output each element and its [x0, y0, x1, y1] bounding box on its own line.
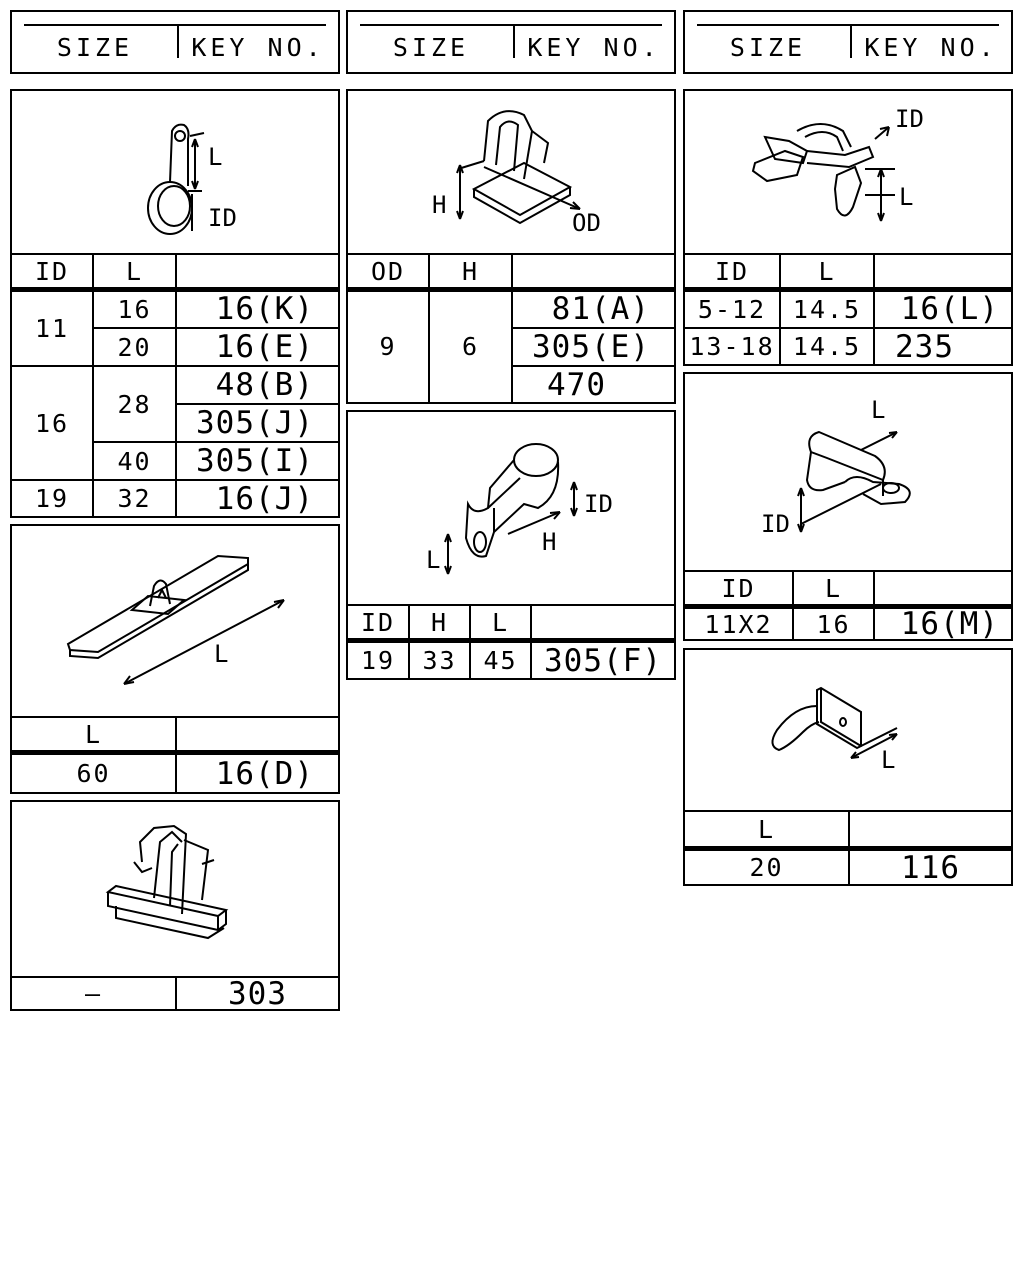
table-cell: 16 — [117, 294, 152, 324]
table-cell: 6 — [461, 332, 480, 361]
clip-b-figure — [12, 526, 338, 718]
key-no-cell: 81(A) — [551, 291, 650, 327]
clip-f-figure — [685, 91, 1011, 255]
clip-f-panel — [683, 89, 1013, 366]
table-cell: 11X2 — [704, 609, 773, 639]
key-no-cell: 16(K) — [215, 291, 314, 327]
table-cell: 45 — [483, 646, 518, 675]
col-l-header: L — [125, 256, 144, 286]
header-col-3 — [683, 10, 1013, 74]
dim-id-label: ID — [584, 490, 613, 518]
table-cell: 40 — [117, 446, 152, 476]
col-od-header: OD — [370, 256, 406, 286]
size-header: SIZE — [56, 32, 134, 62]
key-no-cell: 305(I) — [196, 443, 314, 479]
strap-clip-drawing — [12, 526, 338, 716]
dim-od-label: OD — [572, 209, 601, 237]
col-h-header: H — [461, 256, 480, 286]
col-h-header: H — [430, 607, 449, 637]
key-no-cell: 305(F) — [544, 642, 662, 679]
clip-g-panel — [683, 372, 1013, 641]
size-header: SIZE — [729, 32, 807, 62]
dim-id-label: ID — [208, 204, 237, 232]
table-cell: 14.5 — [792, 332, 862, 361]
clip-h-panel — [683, 648, 1013, 886]
dim-id-label: ID — [761, 510, 790, 538]
rail-clip-drawing — [12, 802, 338, 976]
p-clip-drawing — [348, 412, 674, 604]
dim-id-label: ID — [895, 105, 924, 133]
table-cell: 5-12 — [697, 294, 767, 324]
saddle-clip-drawing — [685, 374, 1011, 570]
col-l-header: L — [757, 814, 776, 844]
key-no-cell: 16(D) — [215, 755, 314, 792]
table-cell: 16 — [34, 408, 70, 438]
clip-b-panel — [10, 524, 340, 794]
size-dash-cell: — — [84, 979, 103, 1008]
clip-c-figure — [12, 802, 338, 978]
table-cell: 32 — [117, 484, 152, 513]
table-cell: 13-18 — [689, 332, 775, 361]
clip-d-panel — [346, 89, 676, 404]
push-mount-clip-drawing — [348, 91, 674, 253]
clip-e-figure — [348, 412, 674, 606]
dim-l-label: L — [871, 396, 886, 424]
table-cell: 33 — [422, 646, 457, 675]
table-cell: 9 — [379, 332, 397, 361]
table-cell: 20 — [749, 853, 784, 882]
col-l-header: L — [824, 573, 843, 603]
key-no-cell: 16(M) — [900, 606, 999, 642]
col-id-header: ID — [34, 256, 70, 286]
double-ended-clip-drawing — [685, 91, 1011, 253]
table-cell: 19 — [34, 484, 70, 513]
clip-e-panel — [346, 410, 676, 680]
dim-h-label: H — [432, 191, 447, 219]
table-cell: 60 — [76, 759, 111, 788]
dim-h-label: H — [542, 528, 557, 556]
clip-a-panel — [10, 89, 340, 518]
table-cell: 16 — [816, 609, 851, 639]
dim-l-label: L — [426, 546, 441, 574]
key-no-cell: 16(L) — [900, 291, 999, 327]
col-id-header: ID — [714, 256, 750, 286]
header-col-1 — [10, 10, 340, 74]
key-no-header: KEY NO. — [527, 32, 661, 62]
key-no-header: KEY NO. — [864, 32, 998, 62]
key-no-cell: 235 — [895, 328, 954, 365]
col-l-header: L — [818, 256, 836, 286]
clip-g-figure — [685, 374, 1011, 572]
key-no-cell: 116 — [901, 849, 960, 886]
key-no-cell: 470 — [547, 366, 606, 403]
col-l-header: L — [84, 719, 103, 749]
table-cell: 14.5 — [792, 294, 862, 324]
key-no-cell: 305(E) — [532, 329, 650, 365]
table-cell: 11 — [34, 313, 70, 343]
key-no-cell: 303 — [228, 975, 287, 1012]
table-cell: 20 — [117, 332, 152, 362]
table-cell: 28 — [117, 389, 152, 419]
col-l-header: L — [491, 607, 510, 637]
key-no-cell: 48(B) — [215, 367, 314, 403]
clip-d-figure — [348, 91, 674, 255]
header-col-2 — [346, 10, 676, 74]
table-cell: 19 — [360, 646, 396, 675]
clip-h-figure — [685, 650, 1011, 812]
key-no-cell: 16(E) — [215, 329, 314, 365]
dim-l-label: L — [881, 746, 896, 774]
key-no-cell: 305(J) — [196, 405, 314, 441]
dim-l-label: L — [208, 143, 223, 171]
size-header: SIZE — [392, 32, 470, 62]
key-no-cell: 16(J) — [215, 480, 314, 517]
key-no-header: KEY NO. — [191, 32, 325, 62]
hook-clip-drawing — [685, 650, 1011, 810]
col-id-header: ID — [721, 573, 756, 603]
clip-c-panel — [10, 800, 340, 1011]
clip-a-figure — [12, 91, 338, 255]
col-id-header: ID — [360, 607, 396, 637]
dim-l-label: L — [899, 183, 914, 211]
ring-clip-drawing — [12, 91, 338, 253]
dim-l-label: L — [214, 640, 229, 668]
